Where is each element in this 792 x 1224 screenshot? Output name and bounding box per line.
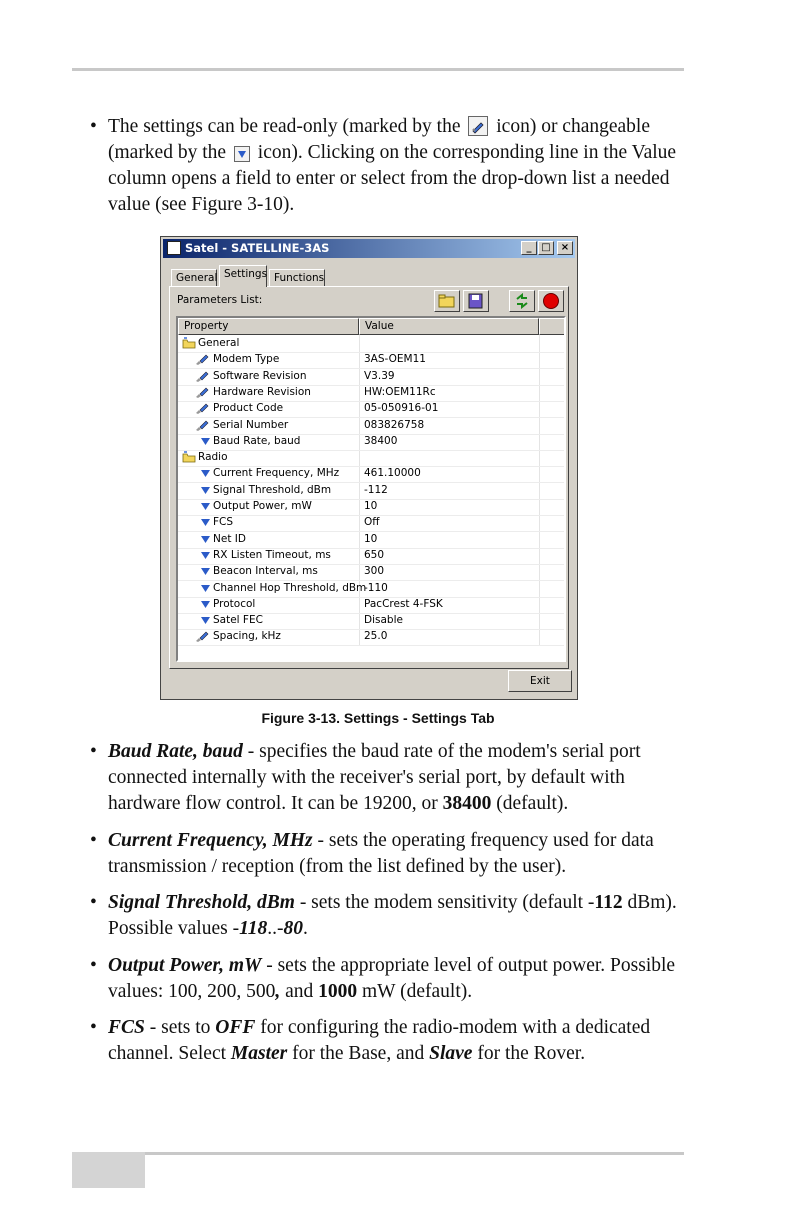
bullet-italic-value: 118 <box>239 918 268 939</box>
property-value[interactable]: V3.39 <box>364 369 395 382</box>
bullet-signal-threshold <box>90 890 686 942</box>
figure-caption: Figure 3-13. Settings - Settings Tab <box>261 710 495 726</box>
table-row[interactable] <box>178 385 564 402</box>
changeable-arrow-icon <box>200 435 211 449</box>
table-row[interactable] <box>178 515 564 532</box>
property-name: Channel Hop Threshold, dBm <box>213 581 367 594</box>
bullet-current-frequency <box>90 828 686 880</box>
changeable-arrow-icon <box>200 614 211 628</box>
changeable-arrow-icon <box>200 467 211 481</box>
term-fcs: FCS <box>108 1017 145 1038</box>
minimize-button[interactable]: _ <box>521 241 537 255</box>
changeable-arrow-icon <box>234 146 250 162</box>
property-value[interactable]: 05-050916-01 <box>364 402 439 415</box>
bullet-output-power <box>90 953 686 1005</box>
bullet-bold-value: 112 <box>594 892 623 913</box>
property-value[interactable]: 10 <box>364 532 378 545</box>
property-value[interactable]: 461.10000 <box>364 467 421 480</box>
changeable-arrow-icon <box>200 500 211 514</box>
bullet-text: dBm). Possible values - <box>108 892 677 939</box>
parameters-list-label: Parameters List: <box>177 294 263 306</box>
title-bar <box>163 239 575 258</box>
table-row[interactable] <box>178 499 564 516</box>
table-row[interactable] <box>178 369 564 386</box>
group-folder-icon <box>182 451 196 466</box>
group-label: Radio <box>198 451 228 464</box>
property-value[interactable]: 10 <box>364 500 378 512</box>
maximize-button[interactable]: □ <box>538 241 554 255</box>
property-name: Signal Threshold, dBm <box>213 483 332 496</box>
bullet-text: for the Base, and <box>287 1043 430 1064</box>
property-value[interactable]: 3AS-OEM11 <box>364 353 426 366</box>
changeable-arrow-icon <box>200 533 211 547</box>
app-icon <box>167 241 181 255</box>
bullet-dot: • <box>90 116 97 137</box>
property-value[interactable]: Disable <box>364 614 403 627</box>
red-circle-icon <box>542 292 560 310</box>
bullet-dot: • <box>90 741 97 762</box>
property-name: Current Frequency, MHz <box>213 467 340 480</box>
bullet-text: - specifies the baud rate of the modem's serial port connected internally with the receiver's serial port, by default with hardware flow control. It can be 19200, or <box>108 741 641 814</box>
satel-window <box>160 236 578 700</box>
table-row[interactable] <box>178 613 564 630</box>
bullet-text: and <box>280 981 319 1002</box>
bullet-bold-value: 1000 <box>318 981 358 1002</box>
property-name: Spacing, kHz <box>213 630 281 643</box>
bullet-text: (default). <box>491 793 569 814</box>
bullet-baud-rate <box>90 739 686 817</box>
property-value[interactable]: PacCrest 4-FSK <box>364 597 443 610</box>
footer-rule <box>72 1152 684 1155</box>
bullet-intro <box>90 114 686 218</box>
term-current-frequency: Current Frequency, MHz <box>108 830 313 851</box>
property-value[interactable]: -110 <box>364 581 388 594</box>
table-row[interactable] <box>178 352 564 369</box>
term-output-power: Output Power, mW <box>108 955 262 976</box>
bullet-text: ..- <box>267 918 284 939</box>
column-header-value[interactable]: Value <box>359 318 539 335</box>
exit-button[interactable]: Exit <box>508 670 572 692</box>
property-name: Protocol <box>213 597 256 610</box>
bullet-dot: • <box>90 1017 97 1038</box>
property-value[interactable]: 300 <box>364 565 385 578</box>
bullet-italic-value: 80 <box>283 918 304 939</box>
table-row[interactable] <box>178 629 564 646</box>
table-row[interactable] <box>178 548 564 565</box>
changeable-arrow-icon <box>200 565 211 579</box>
stop-button[interactable] <box>538 290 564 312</box>
changeable-arrow-icon <box>200 598 211 612</box>
property-name: Baud Rate, baud <box>213 434 301 447</box>
changeable-arrow-icon <box>200 582 211 596</box>
property-name: RX Listen Timeout, ms <box>213 548 331 561</box>
term-baud-rate: Baud Rate, baud <box>108 741 243 762</box>
property-value[interactable]: 38400 <box>364 434 398 447</box>
table-row[interactable] <box>178 483 564 500</box>
bullet-text: - sets the modem sensitivity (default - <box>294 892 595 913</box>
read-only-pencil-icon <box>195 386 211 402</box>
intro-text-3: icon). Clicking on the corresponding line in the Value column opens a field to enter or select from the drop-down list a needed value (see Figure 3-10). <box>108 142 677 215</box>
window-title: Satel - SATELLINE-3AS <box>185 241 330 255</box>
property-name: Product Code <box>213 402 284 415</box>
group-row-radio[interactable] <box>178 450 564 467</box>
property-name: Output Power, mW <box>213 500 312 512</box>
group-folder-icon <box>182 337 196 352</box>
table-row[interactable] <box>178 597 564 614</box>
changeable-arrow-icon <box>200 549 211 563</box>
table-row[interactable] <box>178 532 564 549</box>
property-name: Net ID <box>213 532 246 545</box>
property-name: Modem Type <box>213 353 280 366</box>
table-row[interactable] <box>178 564 564 581</box>
group-row-general[interactable] <box>178 336 564 353</box>
table-row[interactable] <box>178 418 564 435</box>
bullet-text: for configuring the radio-modem with a dedicated channel. Select <box>108 1017 651 1064</box>
changeable-arrow-icon <box>200 484 211 498</box>
open-folder-button[interactable] <box>434 290 460 312</box>
tab-functions[interactable]: Functions <box>269 269 325 287</box>
bullet-italic-value: , <box>275 981 281 1002</box>
header-rule <box>72 68 684 71</box>
save-button[interactable] <box>463 290 489 312</box>
property-value[interactable]: HW:OEM11Rc <box>364 385 436 398</box>
tab-general[interactable]: General <box>171 269 217 287</box>
bullet-dot: • <box>90 955 97 976</box>
refresh-arrows-icon <box>513 293 531 309</box>
property-value[interactable]: 650 <box>364 548 385 561</box>
table-row[interactable] <box>178 401 564 418</box>
bullet-bold-value: 38400 <box>442 793 492 814</box>
bullet-italic-value: OFF <box>215 1017 256 1038</box>
bullet-dot: • <box>90 830 97 851</box>
property-value[interactable]: 083826758 <box>364 418 425 431</box>
parameters-grid <box>176 316 566 662</box>
changeable-arrow-icon <box>200 516 211 530</box>
read-only-pencil-icon <box>195 370 211 386</box>
column-header-property[interactable]: Property <box>178 318 359 335</box>
bullet-text: - sets the operating frequency used for data transmission / reception (from the list defined by the user). <box>108 830 654 877</box>
property-value[interactable]: -112 <box>364 483 388 496</box>
bullet-italic-value: Master <box>230 1043 288 1064</box>
refresh-button[interactable] <box>509 290 535 312</box>
intro-text-1: The settings can be read-only (marked by the <box>108 116 461 137</box>
bullet-fcs <box>90 1015 686 1067</box>
table-row[interactable] <box>178 434 564 451</box>
property-value[interactable]: Off <box>364 516 380 529</box>
table-row[interactable] <box>178 466 564 483</box>
read-only-pencil-icon <box>195 630 211 646</box>
bullet-italic-value: Slave <box>429 1043 473 1064</box>
folder-icon <box>437 293 457 309</box>
table-row[interactable] <box>178 581 564 598</box>
read-only-pencil-icon <box>195 419 211 435</box>
property-name: Satel FEC <box>213 614 263 627</box>
read-only-pencil-icon <box>195 353 211 369</box>
property-value[interactable]: 25.0 <box>364 630 388 643</box>
bullet-text: mW (default). <box>357 981 473 1002</box>
bullet-text: for the Rover. <box>472 1043 586 1064</box>
property-name: FCS <box>213 516 234 529</box>
intro-text-2: icon) or changeable (marked by the <box>108 116 651 163</box>
bullet-text: . <box>303 918 308 939</box>
tab-settings[interactable]: Settings <box>219 265 267 287</box>
term-signal-threshold: Signal Threshold, dBm <box>108 892 295 913</box>
bullet-text: - sets to <box>144 1017 216 1038</box>
read-only-pencil-icon <box>468 116 488 136</box>
property-name: Software Revision <box>213 369 307 382</box>
floppy-disk-icon <box>467 293 485 309</box>
page-number-tab <box>72 1152 145 1188</box>
close-button[interactable]: × <box>557 241 573 255</box>
property-name: Serial Number <box>213 418 289 431</box>
read-only-pencil-icon <box>195 402 211 418</box>
bullet-dot: • <box>90 892 97 913</box>
bullet-text: - sets the appropriate level of output power. Possible values: 100, 200, 500 <box>108 955 676 1002</box>
property-name: Beacon Interval, ms <box>213 565 318 578</box>
property-name: Hardware Revision <box>213 385 311 398</box>
column-header-spacer <box>539 318 566 335</box>
group-label: General <box>198 337 240 349</box>
